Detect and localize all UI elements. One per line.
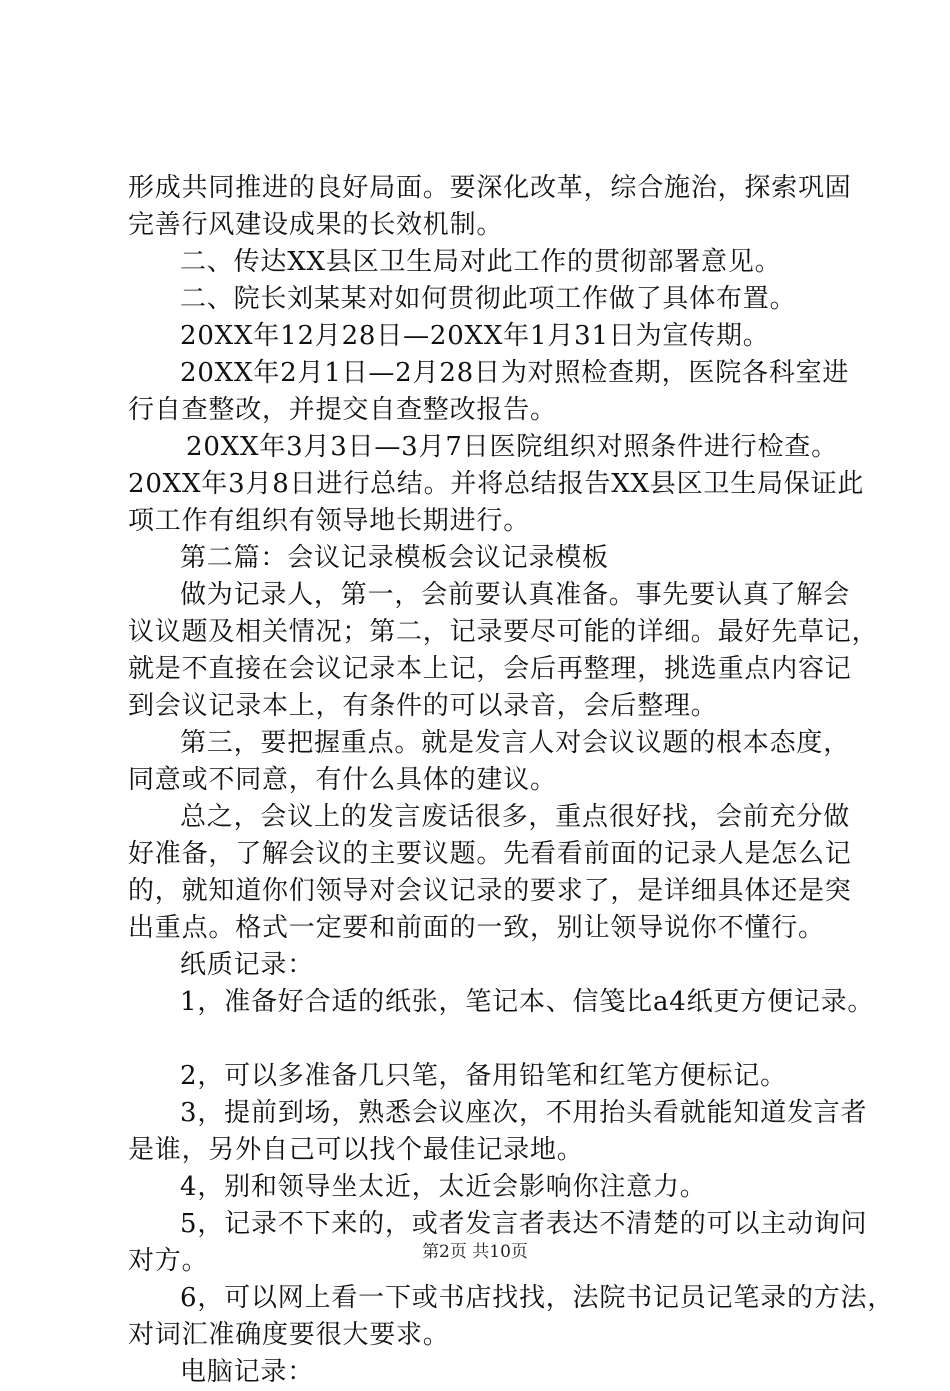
list-item: 3，提前到场，熟悉会议座次，不用抬头看就能知道发言者: [180, 1098, 868, 1128]
text-line: 20XX年3月3日—3月7日医院组织对照条件进行检查。: [186, 432, 838, 462]
text-line: 完善行风建设成果的长效机制。: [128, 210, 504, 240]
text-line: 做为记录人，第一，会前要认真准备。事先要认真了解会: [180, 580, 851, 610]
list-item: 6，可以网上看一下或书店找找，法院书记员记笔录的方法，: [180, 1283, 895, 1313]
text-line: 20XX年12月28日—20XX年1月31日为宣传期。: [180, 321, 770, 351]
text-line: 的，就知道你们领导对会议记录的要求了，是详细具体还是突: [128, 876, 852, 906]
list-item: 5，记录不下来的，或者发言者表达不清楚的可以主动询问: [180, 1209, 868, 1239]
document-body: [128, 170, 895, 1391]
subheading: 纸质记录：: [180, 950, 315, 980]
section-heading: 第二篇：会议记录模板会议记录模板: [180, 543, 609, 573]
text-line: 好准备，了解会议的主要议题。先看看前面的记录人是怎么记: [128, 839, 852, 869]
text-line: 项工作有组织有领导地长期进行。: [128, 506, 531, 536]
text-line: 形成共同推进的良好局面。要深化改革，综合施治，探索巩固: [128, 173, 852, 203]
list-item: 1，准备好合适的纸张，笔记本、信笺比a4纸更方便记录。: [180, 987, 875, 1017]
list-item: 4，别和领导坐太近，太近会影响你注意力。: [180, 1172, 707, 1202]
list-item: 2，可以多准备几只笔，备用铅笔和红笔方便标记。: [180, 1061, 787, 1091]
text-line: 总之，会议上的发言废话很多，重点很好找，会前充分做: [180, 802, 851, 832]
text-line: 二、院长刘某某对如何贯彻此项工作做了具体布置。: [180, 284, 797, 314]
text-line: 同意或不同意，有什么具体的建议。: [128, 765, 557, 795]
text-line: 二、传达XX县区卫生局对此工作的贯彻部署意见。: [180, 247, 782, 277]
page-number: 第2页 共10页: [422, 1242, 528, 1262]
text-line: 出重点。格式一定要和前面的一致，别让领导说你不懂行。: [128, 913, 825, 943]
text-line: 就是不直接在会议记录本上记，会后再整理，挑选重点内容记: [128, 654, 852, 684]
text-line: 第三，要把握重点。就是发言人对会议议题的根本态度，: [180, 728, 851, 758]
text-line: 是谁，另外自己可以找个最佳记录地。: [128, 1135, 584, 1165]
text-line: 20XX年2月1日—2月28日为对照检查期，医院各科室进: [180, 358, 850, 388]
text-line: 20XX年3月8日进行总结。并将总结报告XX县区卫生局保证此: [128, 469, 865, 499]
blank-line: [128, 1021, 848, 1058]
subheading: 电脑记录：: [180, 1357, 315, 1387]
text-line: 到会议记录本上，有条件的可以录音，会后整理。: [128, 691, 718, 721]
text-line: 行自查整改，并提交自查整改报告。: [128, 395, 557, 425]
text-line: 议议题及相关情况；第二，记录要尽可能的详细。最好先草记，: [128, 617, 879, 647]
text-line: 对词汇准确度要很大要求。: [128, 1320, 450, 1350]
text-line: 对方。: [128, 1246, 209, 1276]
